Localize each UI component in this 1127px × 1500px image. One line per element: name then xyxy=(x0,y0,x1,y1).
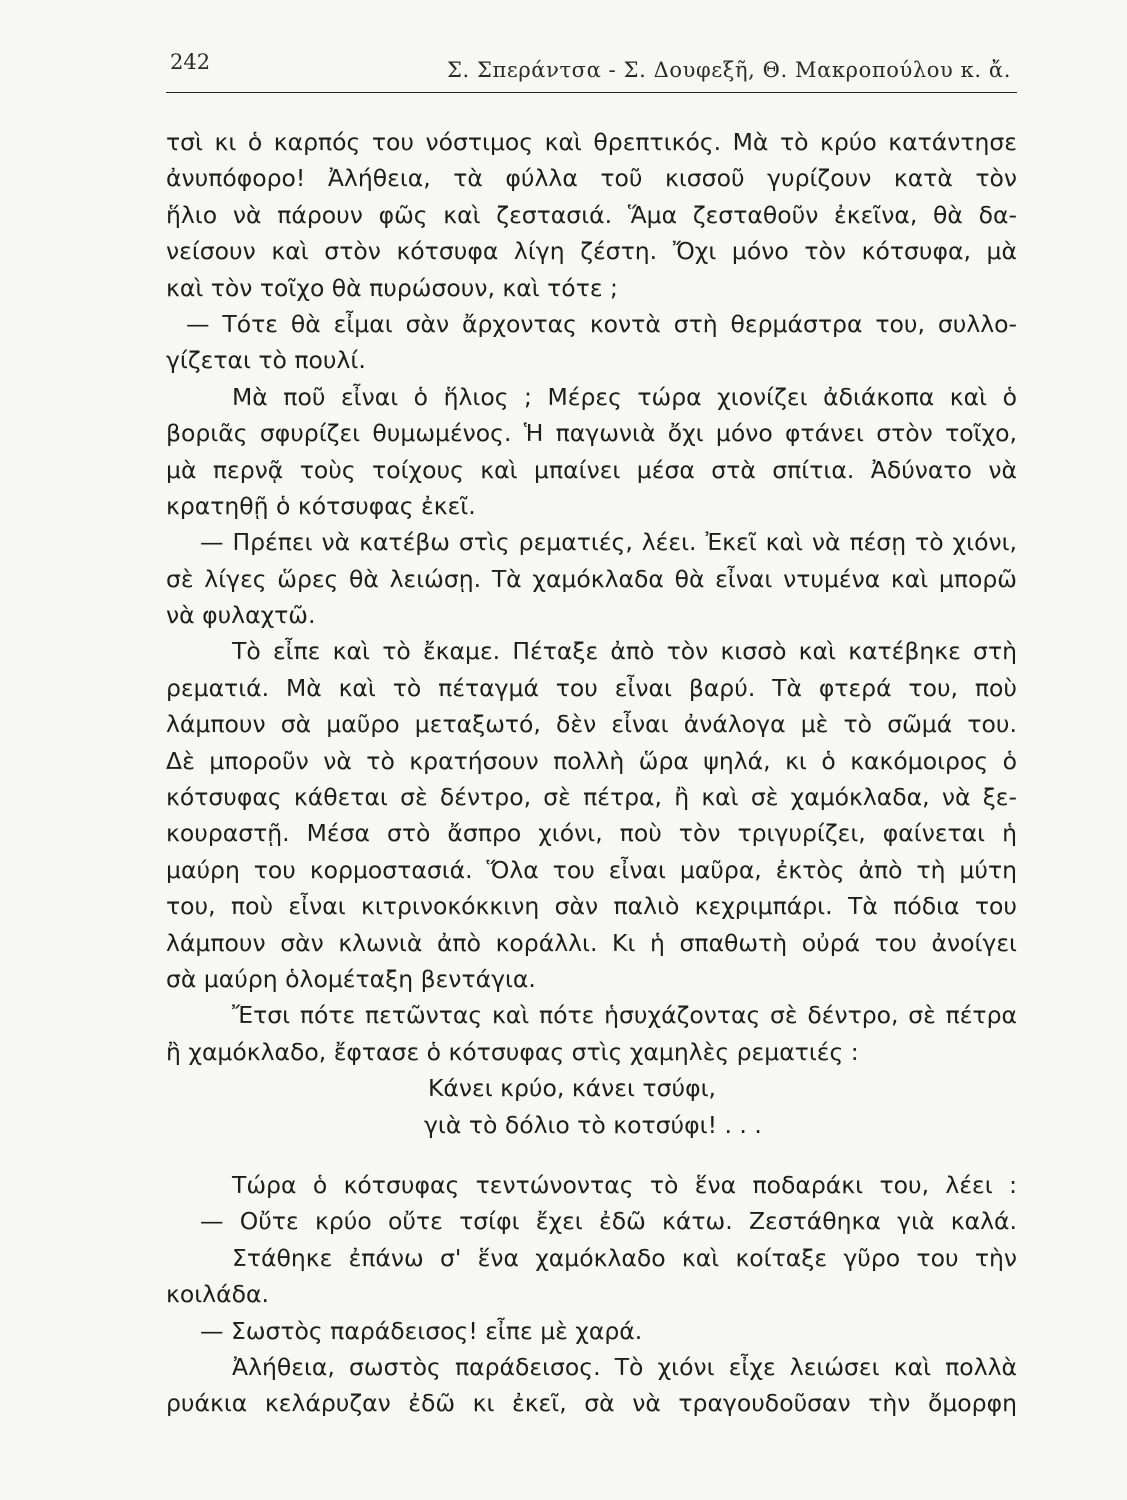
text-line: λάμπουν σὰν κλωνιὰ ἀπὸ κοράλλι. Κι ἡ σπαθωτὴ οὐρά του ἀνοίγει xyxy=(166,928,1017,957)
text-line: Στάθηκε ἐπάνω σ' ἕνα χαμόκλαδο καὶ κοίταξε γῦρο του τὴν xyxy=(232,1243,1017,1272)
text-line: — Σωστὸς παράδεισος! εἶπε μὲ χαρά. xyxy=(200,1316,643,1345)
text-line: — Οὔτε κρύο οὔτε τσίφι ἔχει ἐδῶ κάτω. Ζεστάθηκα γιὰ καλά. xyxy=(200,1207,1017,1236)
text-line: ἀνυπόφορο! Ἀλήθεια, τὰ φύλλα τοῦ κισσοῦ γυρίζουν κατὰ τὸν xyxy=(166,164,1017,193)
text-line: κρατηθῇ ὁ κότσυφας ἐκεῖ. xyxy=(166,491,476,520)
text-line: Τὸ εἶπε καὶ τὸ ἔκαμε. Πέταξε ἀπὸ τὸν κισσὸ καὶ κατέβηκε στὴ xyxy=(232,637,1017,666)
text-line: νείσουν καὶ στὸν κότσυφα λίγη ζέστη. Ὄχι μόνο τὸν κότσυφα, μὰ xyxy=(166,237,1017,266)
text-line: του, ποὺ εἶναι κιτρινοκόκκινη σὰν παλιὸ κεχριμπάρι. Τὰ πόδια του xyxy=(166,892,1017,921)
text-line: κότσυφας κάθεται σὲ δέντρο, σὲ πέτρα, ἢ καὶ σὲ χαμόκλαδα, νὰ ξε- xyxy=(166,783,1017,812)
text-line: τσὶ κι ὁ καρπός του νόστιμος καὶ θρεπτικός. Μὰ τὸ κρύο κατάντησε xyxy=(166,128,1017,156)
text-line: Ἔτσι πότε πετῶντας καὶ πότε ἡσυχάζοντας σὲ δέντρο, σὲ πέτρα xyxy=(232,1001,1017,1030)
text-line: μὰ περνᾷ τοὺς τοίχους καὶ μπαίνει μέσα στὰ σπίτια. Ἀδύνατο νὰ xyxy=(166,455,1017,484)
page-header xyxy=(166,46,1017,90)
text-line: Ἀλήθεια, σωστὸς παράδεισος. Τὸ χιόνι εἶχε λειώσει καὶ πολλὰ xyxy=(232,1352,1017,1381)
verse-line: γιὰ τὸ δόλιο τὸ κοτσύφι! . . . xyxy=(424,1110,762,1139)
body-text xyxy=(166,124,1017,1422)
text-line: μαύρη του κορμοστασιά. Ὅλα του εἶναι μαῦρα, ἐκτὸς ἀπὸ τὴ μύτη xyxy=(166,855,1017,884)
text-line: καὶ τὸν τοῖχο θὰ πυρώσουν, καὶ τότε ; xyxy=(166,273,618,302)
text-line: — Πρέπει νὰ κατέβω στὶς ρεματιές, λέει. Ἐκεῖ καὶ νὰ πέσῃ τὸ χιόνι, xyxy=(200,528,1017,557)
text-line: γίζεται τὸ πουλί. xyxy=(166,346,366,375)
text-line: Τώρα ὁ κότσυφας τεντώνοντας τὸ ἕνα ποδαράκι του, λέει : xyxy=(232,1170,1017,1199)
text-line: Δὲ μποροῦν νὰ τὸ κρατήσουν πολλὴ ὥρα ψηλά, κι ὁ κακόμοιρος ὁ xyxy=(166,746,1017,775)
text-line: σὰ μαύρη ὁλομέταξη βεντάγια. xyxy=(166,964,536,993)
text-line: — Τότε θὰ εἶμαι σὰν ἄρχοντας κοντὰ στὴ θερμάστρα του, συλλο- xyxy=(186,309,1017,338)
page-number: 242 xyxy=(170,50,211,74)
text-line: σὲ λίγες ὥρες θὰ λειώσῃ. Τὰ χαμόκλαδα θὰ εἶναι ντυμένα καὶ μπορῶ xyxy=(166,564,1017,593)
text-line: βοριᾶς σφυρίζει θυμωμένος. Ἡ παγωνιὰ ὄχι μόνο φτάνει στὸν τοῖχο, xyxy=(166,419,1017,448)
text-line: κοιλάδα. xyxy=(166,1280,269,1309)
text-line: ρεματιά. Μὰ καὶ τὸ πέταγμά του εἶναι βαρύ. Τὰ φτερά του, ποὺ xyxy=(166,673,1017,702)
text-line: ἥλιο νὰ πάρουν φῶς καὶ ζεστασιά. Ἅμα ζεσταθοῦν ἐκεῖνα, θὰ δα- xyxy=(166,200,1017,229)
verse-line: Κάνει κρύο, κάνει τσύφι, xyxy=(428,1074,716,1103)
text-line: ἢ χαμόκλαδο, ἔφτασε ὁ κότσυφας στὶς χαμηλὲς ρεματιές : xyxy=(166,1037,859,1066)
header-rule xyxy=(166,92,1017,93)
text-line: λάμπουν σὰ μαῦρο μεταξωτό, δὲν εἶναι ἀνάλογα μὲ τὸ σῶμά του. xyxy=(166,710,1017,739)
text-line: κουραστῇ. Μέσα στὸ ἄσπρο χιόνι, ποὺ τὸν τριγυρίζει, φαίνεται ἡ xyxy=(166,819,1017,848)
spacer xyxy=(166,1143,1017,1167)
text-line: Μὰ ποῦ εἶναι ὁ ἥλιος ; Μέρες τώρα χιονίζει ἀδιάκοπα καὶ ὁ xyxy=(232,382,1017,411)
text-line: ρυάκια κελάρυζαν ἐδῶ κι ἐκεῖ, σὰ νὰ τραγουδοῦσαν τὴν ὄμορφη xyxy=(166,1389,1017,1418)
running-head: Σ. Σπεράντσα - Σ. Δουφεξῆ, Θ. Μακροπούλου κ. ἄ. xyxy=(447,58,1011,82)
text-line: νὰ φυλαχτῶ. xyxy=(166,601,316,630)
